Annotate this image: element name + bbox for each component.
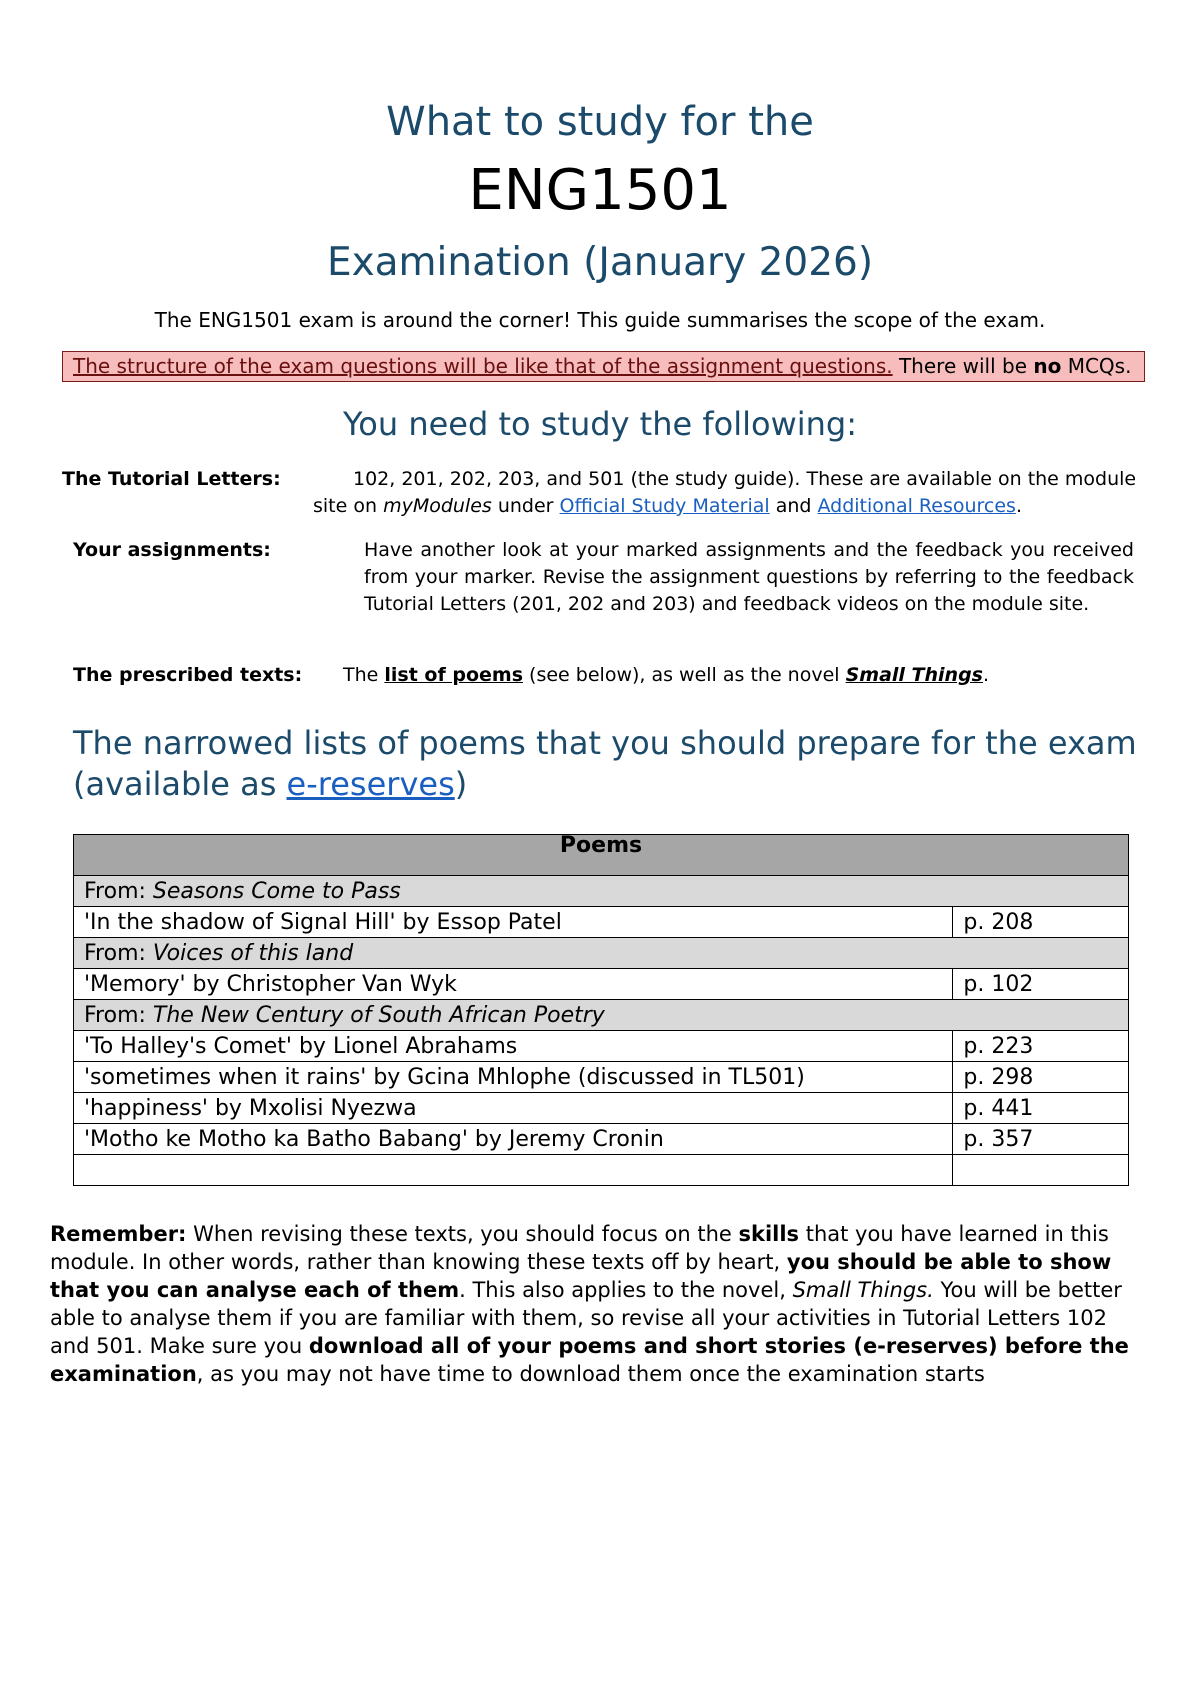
- table-row: [74, 969, 1129, 1000]
- remember-text: that you have learned in this module. In other words, rather than knowing these texts off by heart,: [50, 1222, 1109, 1274]
- table-row: [74, 1062, 1129, 1093]
- intro-text: The ENG1501 exam is around the corner! This guide summarises the scope of the exam.: [154, 308, 1046, 332]
- mymodules-text: myModules: [383, 495, 492, 517]
- source-cell: [74, 938, 1129, 969]
- remember-text: . This also applies to the novel,: [459, 1278, 793, 1302]
- poem-title-cell: 'Memory' by Christopher Van Wyk: [74, 969, 953, 1000]
- poem-title-cell: 'happiness' by Mxolisi Nyezwa: [74, 1093, 953, 1124]
- tutorial-text-part: and: [769, 495, 818, 517]
- table-row: [74, 1124, 1129, 1155]
- remember-label: Remember:: [50, 1222, 187, 1246]
- notice-bold: no: [1033, 354, 1062, 378]
- tutorial-text-part: .: [1015, 495, 1022, 517]
- poem-page-cell: p. 102: [953, 969, 1129, 1000]
- tutorial-letters-label: The Tutorial Letters:: [62, 468, 281, 490]
- empty-row: [74, 1155, 1129, 1186]
- remember-bold: you should be able to show that you can analyse each of them: [50, 1250, 1112, 1302]
- prescribed-text-part: (see below), as well as the novel: [523, 664, 846, 686]
- notice-text: There will be: [892, 354, 1034, 378]
- title-line-3: Examination (January 2026): [326, 240, 874, 285]
- assignments-text: Have another look at your marked assignments and the feedback you received from your marker. Revise the assignment questions by referring to the feedback Tutorial Letters (201, 202 and 203) and feedback videos on the module site.: [364, 539, 1134, 615]
- list-of-poems-link[interactable]: list of poems: [384, 664, 524, 686]
- notice-text-end: MCQs.: [1061, 354, 1132, 378]
- poems-heading-line-1: The narrowed lists of poems that you should prepare for the exam: [73, 724, 1137, 762]
- prescribed-text-part: The: [343, 664, 385, 686]
- source-row: [74, 876, 1129, 907]
- novel-title: Small Things: [845, 664, 983, 686]
- table-row: [74, 1093, 1129, 1124]
- course-code-title: ENG1501: [468, 158, 732, 223]
- source-cell: [74, 1000, 1129, 1031]
- tutorial-letters-text: 102, 201, 202, 203, and 501 (the study guide). These are available on the module: [353, 468, 1137, 490]
- poem-page-cell: p. 208: [953, 907, 1129, 938]
- poems-heading-text: (available as: [73, 765, 287, 803]
- poem-page-cell: p. 223: [953, 1031, 1129, 1062]
- prescribed-texts-label: The prescribed texts:: [73, 664, 303, 686]
- remember-text: When revising these texts, you should focus on the: [186, 1222, 739, 1246]
- official-study-material-link[interactable]: Official Study Material: [559, 495, 770, 517]
- remember-paragraph: [50, 1220, 1135, 1388]
- source-prefix: From:: [84, 878, 153, 904]
- poem-title-cell: 'Motho ke Motho ka Batho Babang' by Jeremy Cronin: [74, 1124, 953, 1155]
- source-row: [74, 938, 1129, 969]
- source-prefix: From:: [84, 1002, 153, 1028]
- source-prefix: From:: [84, 940, 153, 966]
- assignments-label: Your assignments:: [73, 539, 271, 561]
- poem-page-cell: p. 357: [953, 1124, 1129, 1155]
- poems-heading: [73, 723, 1173, 805]
- exam-structure-notice: [62, 351, 1145, 382]
- prescribed-texts-text: [343, 662, 989, 689]
- poems-heading-text: ): [454, 765, 468, 803]
- source-name: The New Century of South African Poetry: [152, 1002, 605, 1028]
- tutorial-letters-text-2: [313, 493, 1022, 520]
- poem-title-cell: 'In the shadow of Signal Hill' by Essop Patel: [74, 907, 953, 938]
- additional-resources-link[interactable]: Additional Resources: [817, 495, 1016, 517]
- remember-text: , as you may not have time to download them once the examination starts: [196, 1362, 985, 1386]
- e-reserves-link[interactable]: e-reserves: [286, 765, 455, 803]
- title-line-1: What to study for the: [386, 99, 814, 145]
- tutorial-text-part: site on: [313, 495, 384, 517]
- remember-bold: skills: [738, 1222, 800, 1246]
- remember-italic: Small Things.: [792, 1278, 934, 1302]
- empty-cell: [74, 1155, 953, 1186]
- tutorial-text-part: under: [491, 495, 560, 517]
- source-row: [74, 1000, 1129, 1031]
- poem-title-cell: 'To Halley's Comet' by Lionel Abrahams: [74, 1031, 953, 1062]
- poems-heading-line-2: [73, 764, 1173, 805]
- poem-page-cell: p. 441: [953, 1093, 1129, 1124]
- notice-underlined: The structure of the exam questions will be like that of the assignment questions.: [73, 354, 893, 378]
- table-row: [74, 1031, 1129, 1062]
- source-name: Voices of this land: [152, 940, 354, 966]
- remember-text: You will be better able to analyse them if you are familiar with them, so revise all your activities in Tutorial Letters 102 and 501. Make sure you: [50, 1278, 1122, 1358]
- poem-title-cell: 'sometimes when it rains' by Gcina Mhlophe (discussed in TL501): [74, 1062, 953, 1093]
- empty-cell: [953, 1155, 1129, 1186]
- study-heading: You need to study the following:: [342, 405, 857, 443]
- prescribed-text-part: .: [983, 664, 990, 686]
- remember-bold: download all of your poems and short stories (e-reserves) before the examination: [50, 1334, 1129, 1386]
- table-row: [74, 907, 1129, 938]
- poem-page-cell: p. 298: [953, 1062, 1129, 1093]
- table-header-row: [74, 835, 1129, 876]
- poems-table: [73, 834, 1129, 1186]
- source-cell: [74, 876, 1129, 907]
- poems-header: Poems: [74, 835, 1129, 876]
- source-name: Seasons Come to Pass: [152, 878, 401, 904]
